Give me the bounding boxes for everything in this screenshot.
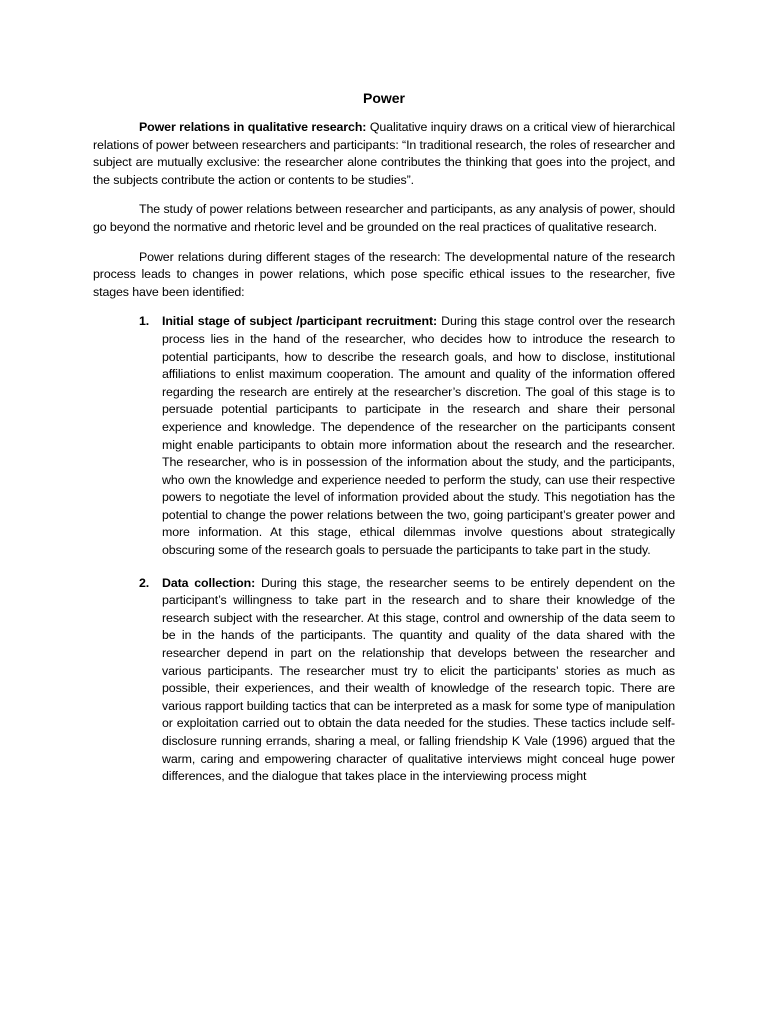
- paragraph-text: Qualitative inquiry draws on a critical view of hierarchical relations of power between researchers and participants: “In traditional research, the roles of researcher and subject are mutually exclusive: the researcher alone contributes the thinking that goes into the project, and the subjects contribute the action or contents to be studies”.: [93, 120, 676, 187]
- paragraph-stages-intro: [93, 249, 675, 302]
- document-page: [93, 88, 675, 801]
- list-item-text: During this stage control over the research process lies in the hand of the researcher, who decides how to introduce the research to potential participants, how to describe the research goals, and how to disclose, institutional affiliations to enlist maximum cooperation. The amount and quality of the information offered regarding the research are entirely at the researcher’s discretion. The goal of this stage is to persuade potential participants to participate in the research and share their personal experience and knowledge. The dependence of the researcher on the participants consent might enable participants to obtain more information about the research and the researcher. The researcher, who is in possession of the information about the study, and the participants, who own the knowledge and experience needed to perform the study, can use their respective powers to negotiate the level of information provided about the study. This negotiation has the potential to change the power relations between the two, going participant’s greater power and more information. At this stage, ethical dilemmas involve questions about strategically obscuring some of the research goals to persuade the participants to take part in the study.: [162, 314, 675, 558]
- page-title: Power: [362, 90, 405, 106]
- list-item-number: 2.: [139, 575, 150, 590]
- list-item: [93, 575, 675, 786]
- paragraph-text: Power relations during different stages of the research: The developmental nature of the research process leads to changes in power relations, which pose specific ethical issues to the researcher, five stages have been identified:: [93, 249, 675, 299]
- list-item-term: Initial stage of subject /participant recruitment:: [162, 314, 437, 329]
- list-item: [93, 313, 675, 559]
- paragraph-lead: Power relations in qualitative research:: [139, 120, 367, 134]
- stages-list: [93, 313, 675, 785]
- paragraph-study-power: [93, 201, 675, 236]
- list-item-term: Data collection:: [162, 575, 256, 590]
- paragraph-text: The study of power relations between researcher and participants, as any analysis of power, should go beyond the normative and rhetoric level and be grounded on the real practices of qualitative research.: [93, 202, 675, 234]
- list-item-number: 1.: [139, 314, 150, 329]
- list-item-text: During this stage, the researcher seems to be entirely dependent on the participant’s willingness to take part in the research and to share their knowledge of the research subject with the researcher. At this stage, control and ownership of the data seem to be in the hands of the participants. The quantity and quality of the data shared with the researcher depend in part on the relationship that develops between the researcher and various participants. The researcher must try to elicit the participants’ stories as much as possible, their experiences, and their wealth of knowledge of the research topic. There are various rapport building tactics that can be interpreted as a mask for some type of manipulation or exploitation carried out to obtain the data needed for the studies. These tactics include self-disclosure running errands, sharing a meal, or falling friendship K Vale (1996) argued that the warm, caring and empowering character of qualitative interviews might conceal huge power differences, and the dialogue that takes place in the interviewing process might: [162, 575, 675, 784]
- paragraph-power-relations: [93, 119, 675, 189]
